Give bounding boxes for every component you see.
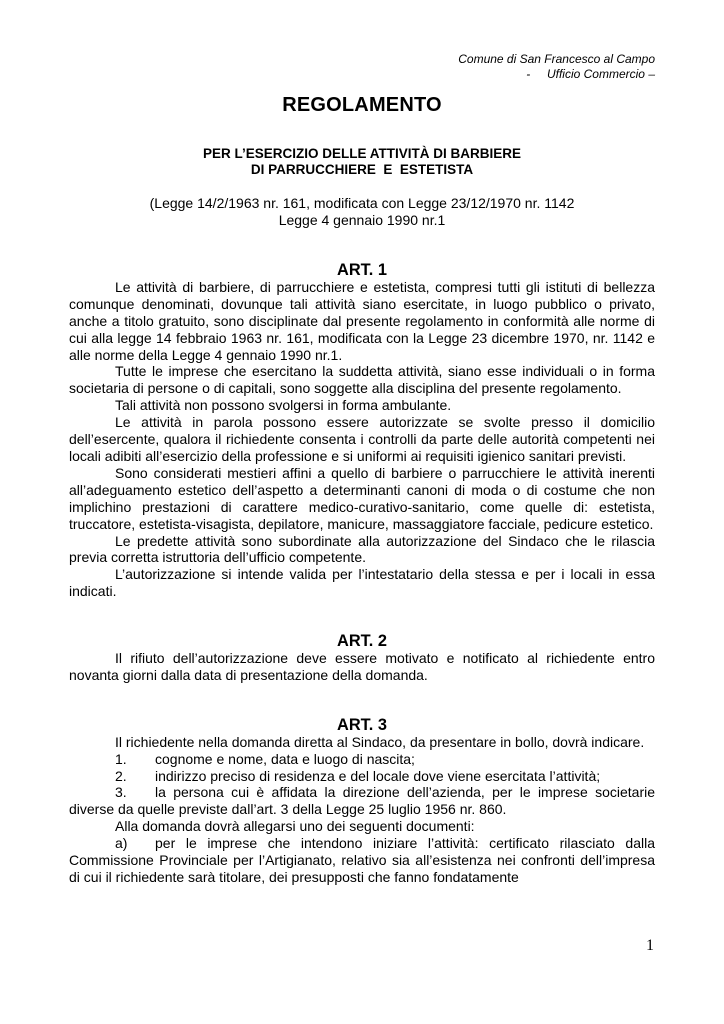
article-2 — [69, 633, 655, 684]
article-3 — [69, 717, 655, 886]
article-paragraph: Tutte le imprese che esercitano la suddetta attività, siano esse individuali o in forma societaria di persone o di capitali, sono soggette alla disciplina del presente regolamento. — [69, 363, 655, 397]
article-paragraph: Le predette attività sono subordinate alla autorizzazione del Sindaco che le rilascia previa corretta istruttoria dell’ufficio competente. — [69, 532, 655, 566]
article-1 — [69, 262, 655, 600]
law-reference — [0, 195, 724, 229]
document-title: REGOLAMENTO — [282, 94, 442, 116]
law-reference-line-1: (Legge 14/2/1963 nr. 161, modificata con Legge 23/12/1970 nr. 1142 — [149, 195, 575, 211]
article-heading: ART. 2 — [337, 632, 387, 651]
document-subtitle — [0, 146, 724, 178]
article-paragraph: Il rifiuto dell’autorizzazione deve essere motivato e notificato al richiedente entro novanta giorni dalla data di presentazione della domanda. — [69, 650, 655, 683]
list-item: 2. indirizzo preciso di residenza e del locale dove viene esercitata l’attività; — [115, 767, 601, 784]
list-item: 1. cognome e nome, data e luogo di nascita; — [115, 750, 415, 767]
list-item: 3. la persona cui è affidata la direzione dell’azienda, per le imprese societarie diverse da quelle previste dall’art. 3 della Legge 25 luglio 1956 nr. 860. — [69, 784, 655, 818]
article-heading: ART. 1 — [337, 261, 387, 279]
document-body — [69, 262, 655, 886]
article-paragraph: Sono considerati mestieri affini a quello di barbiere o parrucchiere le attività inerenti all’adeguamento estetico dell’aspetto a determinanti canoni di moda o di costume che non implichino prestazioni di carattere medico-curativo-sanitario, come quelle di: estetista, truccatore, estetista-visagista, depilatore, manicure, massaggiatore facciale, pedicure estetico. — [69, 464, 655, 532]
municipality-name: Comune di San Francesco al Campo — [458, 52, 655, 66]
article-paragraph: L’autorizzazione si intende valida per l’intestatario della stessa e per i locali in essa indicati. — [69, 566, 655, 600]
article-paragraph: Le attività di barbiere, di parrucchiere e estetista, compresi tutti gli istituti di bellezza comunque denominati, dovunque tali attività siano esercitate, in luogo pubblico o privato, anche a titolo gratuito, sono disciplinate dal presente regolamento in conformità alle norme di cui alla legge 14 febbraio 1963 nr. 161, modificata con la Legge 23 dicembre 1970, nr. 1142 e alle norme della Legge 4 gennaio 1990 nr.1. — [69, 278, 655, 363]
article-heading: ART. 3 — [337, 715, 387, 734]
article-paragraph: Tali attività non possono svolgersi in forma ambulante. — [115, 397, 452, 414]
subtitle-line-2: DI PARRUCCHIERE E ESTETISTA — [250, 162, 474, 177]
law-reference-line-2: Legge 4 gennaio 1990 nr.1 — [278, 212, 446, 228]
office-name: - Ufficio Commercio – — [526, 67, 655, 81]
municipality-header — [458, 52, 655, 82]
list-item: a) per le imprese che intendono iniziare l’attività: certificato rilasciato dalla Commissione Provinciale per l’Artigianato, relativo sia all’esistenza nei confronti dell’impresa di cui il richiedente sarà titolare, dei presupposti che fanno fondatamente — [69, 835, 655, 885]
article-paragraph: Il richiedente nella domanda diretta al Sindaco, da presentare in bollo, dovrà indicare. — [115, 733, 645, 750]
page-number: 1 — [646, 937, 654, 954]
article-paragraph: Le attività in parola possono essere autorizzate se svolte presso il domicilio dell’esercente, qualora il richiedente consenta i controlli da parte delle autorità competenti nei locali adibiti all’esercizio della professione e si uniformi ai requisiti igienico sanitari previsti. — [69, 414, 655, 464]
subtitle-line-1: PER L’ESERCIZIO DELLE ATTIVITÀ DI BARBIERE — [202, 146, 522, 161]
article-paragraph: Alla domanda dovrà allegarsi uno dei seguenti documenti: — [115, 818, 475, 835]
